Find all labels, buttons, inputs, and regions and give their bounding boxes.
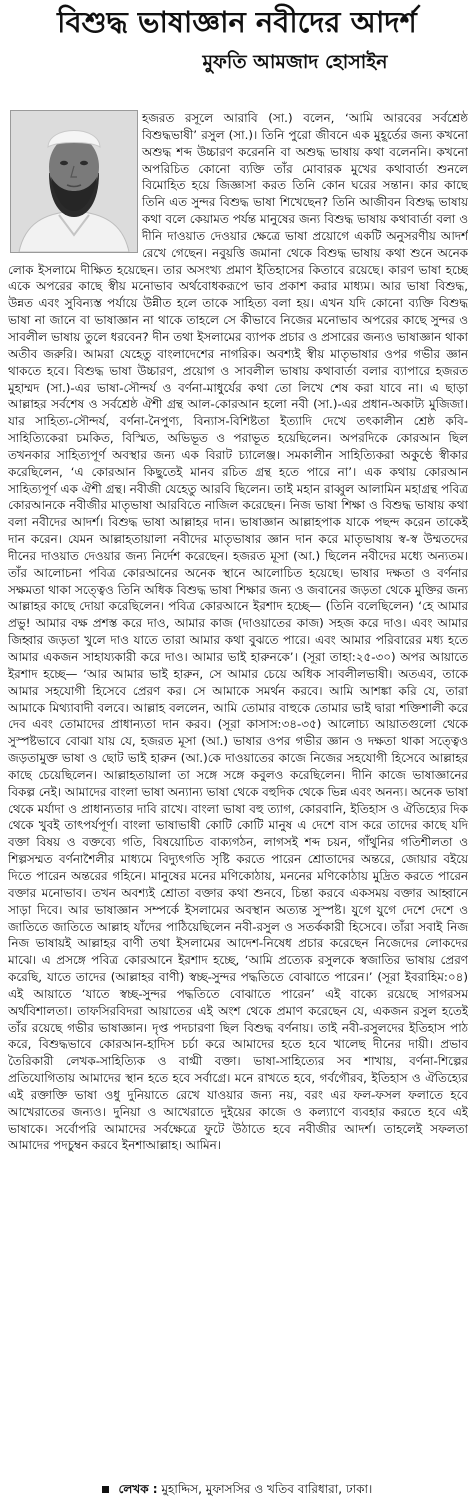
article-body-text: হজরত রসূলে আরাবি (সা.) বলেন, ‘আমি আরবের সর্বশ্রেষ্ঠ বিশুদ্ধভাষী’ রসুল (সা.)। তিনি পুরো জীবনে এক মুহূর্তের জন্য কখনো অশুদ্ধ শব্দ উচ্চারণ করেননি বা অশুদ্ধ ভাষায় কথা বলেননি। কখনো অপরিচিত কোনো ব্যক্তি তাঁর মোবারক মুখের কথাবার্তা শুনলে বিমোহিত হয়ে জিজ্ঞাসা করত তিনি কোন ঘরের সন্তান। কার কাছে তিনি এত সুন্দর বিশুদ্ধ ভাষা শিখেছেন? তিনি আজীবন বিশুদ্ধ ভাষায় কথা বলে কেয়ামত পর্যন্ত মানুষের জন্য বিশুদ্ধ ভাষায় কথাবার্তা বলা ও দীনি দাওয়াত দেওয়ার ক্ষেত্রে ভাষা প্রয়োগে একটি অনুসরণীয় আদর্শ রেখে গেছেন। নবুয়ত্তি জমানা থেকে বিশুদ্ধ ভাষায় কথা শুনে অনেক লোক ইসলামে দীক্ষিত হয়েছেন। তার অসংখ্য প্রমাণ ইতিহাসের কিতাবে রয়েছে। কারণ ভাষা হচ্ছে একে অপরের কাছে স্বীয় মনোভাব অর্থবোধকরূপে ভাব প্রকাশ করার মাধ্যম। আর ভাষা বিশুদ্ধ, উন্নত এবং সুবিন্যস্ত পর্যায়ে উন্নীত হলে তাকে সাহিত্য বলা হয়। এখন যদি কোনো ব্যক্তি বিশুদ্ধ ভাষা না জানে বা ভাষাজ্ঞান না থাকে তাহলে সে কীভাবে নিজের মনোভাব অপরের কাছে সুন্দর ও সাবলীল ভাষায় তুলে ধরবেন? দীন তথা ইসলামের ব্যাপক প্রচার ও প্রসারের জন্যও ভাষাজ্ঞান থাকা অতীব জরুরি। আমরা যেহেতু বাংলাদেশের নাগরিক। অবশ্যই স্বীয় মাতৃভাষার ওপর গভীর জ্ঞান থাকতে হবে। বিশুদ্ধ ভাষা উচ্চারণ, প্রয়োগ ও সাবলীল ভাষায় কথাবার্তা বলার ব্যাপারে হজরত মুহাম্মদ (সা.)-এর ভাষা-সৌন্দর্য ও বর্ণনা-মাধুর্যের কথা তো লিখে শেষ করা যাবে না। এ ছাড়া আল্লাহর সর্বশেষ ও সর্বশ্রেষ্ঠ ঐশী গ্রন্থ আল-কোরআন হলো নবী (সা.)-এর প্রধান-অকাট্য মুজিজা। যার সাহিত্য-সৌন্দর্য, বর্ণনা-নৈপুণ্য, বিন্যাস-বিশিষ্টতা ইত্যাদি দেখে তৎকালীন শ্রেষ্ঠ কবি-সাহিত্যিকেরা চমকিত, বিস্মিত, অভিভূত ও পরাভূত হয়েছিলেন। অপরদিকে কোরআন ছিল তখনকার সাহিত্যপূর্ণ অবস্থার জন্য এক বিরাট চ্যালেঞ্জ। সমকালীন সাহিত্যিকরা অকুণ্ঠে স্বীকার করেছিলেন, ‘এ কোরআন কিছুতেই মানব রচিত গ্রন্থ হতে পারে না’। এক কথায় কোরআন সাহিত্যপূর্ণ এক ঐশী গ্রন্থ। নবীজী যেহেতু আরবি ছিলেন। তাই মহান রাব্বুল আলামিন মহাগ্রন্থ পবিত্র কোরআনকে নবীজীর মাতৃভাষা আরবিতে নাজিল করেছেন। নিজ ভাষা শিক্ষা ও বিশুদ্ধ ভাষায় কথা বলা নবীদের আদর্শ। বিশুদ্ধ ভাষা আল্লাহর দান। ভাষাজ্ঞান আল্লাহপাক যাকে পছন্দ করেন তাকেই দান করেন। যেমন আল্লাহতায়ালা নবীদের মাতৃভাষার জ্ঞান দান করে মাতৃভাষায় স্ব-স্ব উম্মতদের দীনের দাওয়াত দেওয়ার জন্য নির্দেশ করেছেন। হজরত মূসা (আ.) ছিলেন নবীদের মধ্যে অন্যতম। তাঁর আলোচনা পবিত্র কোরআনের অনেক স্থানে আলোচিত হয়েছে। ভাষার দক্ষতা ও বর্ণনার সক্ষমতা থাকা সত্ত্বেও তিনি অধিক বিশুদ্ধ ভাষা শিক্ষার জন্য ও জবানের জড়তা থেকে মুক্তির জন্য আল্লাহর কাছে দোয়া করেছিলেন। পবিত্র কোরআনে ইরশাদ হচ্ছে— (তিনি বলেছিলেন) ‘হে আমার প্রভু! আমার বক্ষ প্রশস্ত করে দাও, আমার কাজ (দাওয়াতের কাজ) সহজ করে দাও। এবং আমার জিহ্বার জড়তা খুলে দাও যাতে তারা আমার কথা বুঝতে পারে। এবং আমার পরিবারের মধ্য হতে আমার একজন সাহায্যকারী করে দাও। আমার ভাই হারুনকে’। (সূরা তাহা:২৫-৩০) অপর আয়াতে ইরশাদ হচ্ছে— ‘আর আমার ভাই হারুন, সে আমার চেয়ে অধিক সাবলীলভাষী। অতএব, তাকে আমার সহযোগী হিসেবে প্রেরণ কর। সে আমাকে সমর্থন করবে। আমি আশঙ্কা করি যে, তারা আমাকে মিথ্যাবাদী বলবে। আল্লাহ বললেন, আমি তোমার বাহুকে তোমার ভাই দ্বারা শক্তিশালী করে দেব এবং তোমাদের প্রাধান্যতা দান করব। (সূরা কাসাস:৩৪-৩৫) আলোচ্য আয়াতগুলো থেকে সুস্পষ্টভাবে বোঝা যায় যে, হজরত মূসা (আ.) ভাষার ওপর গভীর জ্ঞান ও দক্ষতা থাকা সত্ত্বেও জড়তামুক্ত ভাষা ও ছোট ভাই হারুন (আ.)কে দাওয়াতের কাজে নিজের সহযোগী হিসেবে আল্লাহর কাছে চেয়েছিলেন। আল্লাহতায়ালা তা সঙ্গে সঙ্গে কবুলও করেছিলেন। দীনি কাজে ভাষাজ্ঞানের বিকল্প নেই। আমাদের বাংলা ভাষা অন্যান্য ভাষা থেকে বহুদিক থেকে ভিন্ন এবং অনন্য। অনেক ভাষা থেকে মর্যাদা ও প্রাধান্যতার দাবি রাখে। বাংলা ভাষা বহু ত্যাগ, কোরবানি, ইতিহাস ও ঐতিহ্যের দিক থেকে খুবই তাৎপর্যপূর্ণ। বাংলা ভাষাভাষী কোটি কোটি মানুষ এ দেশে বাস করে তাদের কাছে যদি বক্তা বিষয় ও বক্তব্যে গতি, বিষয়োচিত বাক্যগঠন, লাগসই শব্দ চয়ন, গাঁথুনির গতিশীলতা ও শিল্পসম্মত বর্ণনাশৈলীর মাধ্যমে বিদ্যুৎগতি সৃষ্টি করতে পারেন শ্রোতাদের অন্তরে, জোয়ার বইয়ে দিতে পারেন অন্তরের গহিনে। মানুষের মনের মণিকোঠায়, মননের মণিকোঠায় মুদ্রিত করতে পারেন বক্তার মনোভাব। তখন অবশ্যই শ্রোতা বক্তার কথা শুনবে, চিন্তা করবে একসময় বক্তার আহ্বানে সাড়া দিবে। আর ভাষাজ্ঞান সম্পর্কে ইসলামের অবস্থান অত্যন্ত সুস্পষ্ট। যুগে যুগে দেশে দেশে ও জাতিতে জাতিতে আল্লাহ যাঁদের পাঠিয়েছিলেন নবী-রসুল ও সতর্ককারী হিসেবে। তাঁরা সবাই নিজ নিজ ভাষায়ই আল্লাহর বাণী তথা ইসলামের আদেশ-নিষেধ প্রচার করেছেন নিজেদের লোকদের মাঝে। এ প্রসঙ্গে পবিত্র কোরআনে ইরশাদ হচ্ছে, ‘আমি প্রত্যেক রসুলকে স্বজাতির ভাষায় প্রেরণ করেছি, যাতে তাদের (আল্লাহর বাণী) স্বচ্ছ-সুন্দর পদ্ধতিতে বোঝাতে পারেন।’ (সূরা ইবরাহিম:০৪) এই আয়াতে ‘যাতে স্বচ্ছ-সুন্দর পদ্ধতিতে বোঝাতে পারেন’ এই বাক্যে রয়েছে সাগরসম অর্থবিশালতা। তাফসিরবিদরা আয়াতের এই অংশ থেকে প্রমাণ করেছেন যে, একজন রসুল হতেই তাঁর রয়েছে গভীর ভাষাজ্ঞান। দৃপ্ত পদচারণা ছিল বিশুদ্ধ বর্ণনায়। তাই নবী-রসুলদের ইতিহাস পাঠ করে, বিশুদ্ধভাবে কোরআন-হাদিস চর্চা করে আমাদের হতে হবে খালেছ দীনের দায়ী। প্রভাব তৈরিকারী লেখক-সাহিত্যিক ও বাগ্মী বক্তা। ভাষা-সাহিত্যের সব শাখায়, বর্ণনা-শিল্পের প্রতিযোগিতায় আমাদের স্থান হতে হবে সর্বাগ্রে। মনে রাখতে হবে, গর্বগৌরব, ইতিহাস ও ঐতিহ্যের এই রক্তাক্তি ভাষা ওধু দুনিয়াতে রেখে যাওয়ার জন্য নয়, বরং এর ফল-ফসল ফলাতে হবে আখেরাতের জন্যও। দুনিয়া ও আখেরাতে দুইয়ের কাজে ও কল্যাণে ব্যবহার করতে হবে এই ভাষাকে। সর্বোপরি আমাদের সর্বক্ষেত্রে ফুটে উঠাতে হবে নবীজীর আদর্শ। তাহলেই সফলতা আমাদের পদচুম্বন করবে ইনশাআল্লাহ। আমিন। — [8, 111, 468, 1153]
signature-label: লেখক : — [118, 1482, 158, 1496]
article-headline: বিশুদ্ধ ভাষাজ্ঞান নবীদের আদর্শ — [57, 5, 417, 39]
square-bullet-icon — [102, 1486, 109, 1493]
author-signature — [0, 1479, 474, 1499]
signature-text: মুহাদ্দিস, মুফাসসির ও খতিব বারিধারা, ঢাকা। — [161, 1482, 373, 1496]
article-body — [8, 110, 468, 1475]
photo-float-spacer — [8, 110, 142, 252]
author-name: মুফতি আমজাদ হোসাইন — [202, 51, 388, 73]
author-row — [0, 47, 474, 87]
